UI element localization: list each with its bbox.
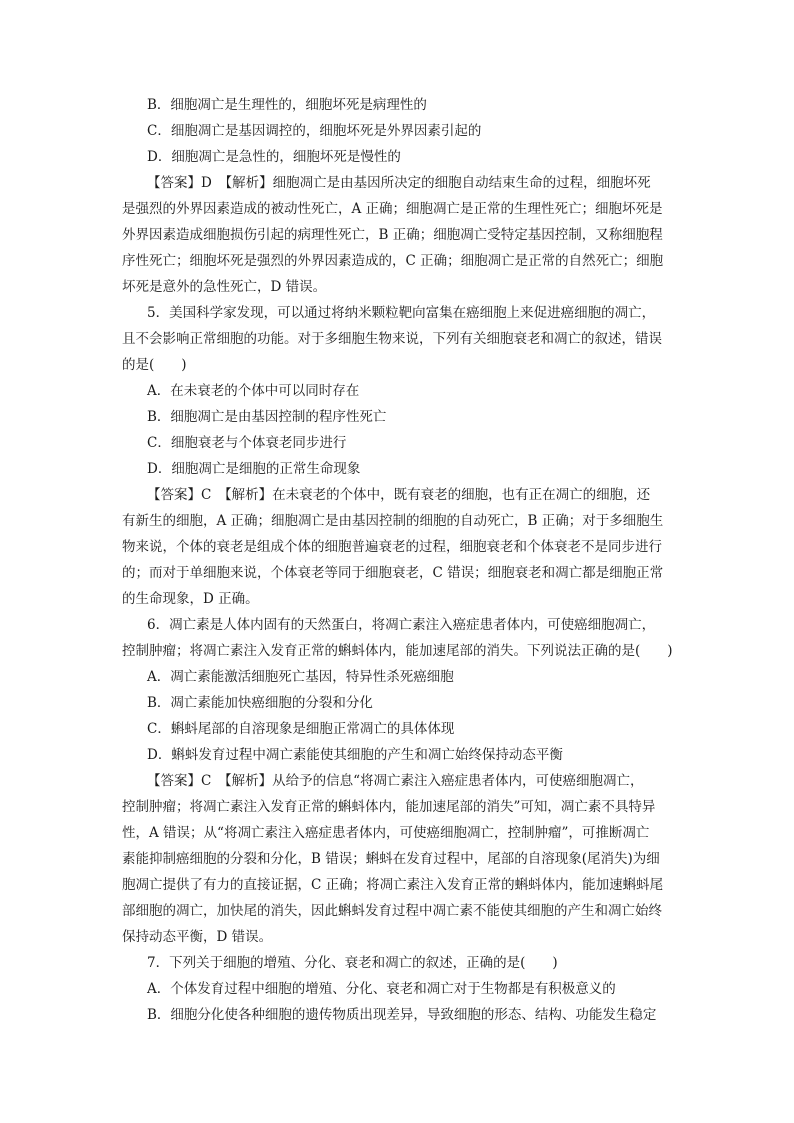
paragraph-line: 外界因素造成细胞损伤引起的病理性死亡，B 正确；细胞凋亡受特定基因控制，又称细胞程	[122, 227, 663, 243]
paragraph-line: 保持动态平衡，D 错误。	[122, 929, 273, 945]
paragraph-first-line: 5．美国科学家发现，可以通过将纳米颗粒靶向富集在癌细胞上来促进癌细胞的凋亡，	[147, 305, 656, 321]
paragraph-line: 坏死是意外的急性死亡，D 错误。	[122, 279, 327, 295]
answer-option-line: D．细胞凋亡是急性的，细胞坏死是慢性的	[147, 149, 401, 165]
paragraph-line: 性，A 错误；从“将凋亡素注入癌症患者体内，可使癌细胞凋亡，控制肿瘤”，可推断凋亡	[122, 825, 650, 841]
document-page	[122, 92, 678, 1028]
answer-option-line: B．细胞凋亡是由基因控制的程序性死亡	[147, 409, 387, 425]
paragraph-line: 的是( )	[122, 357, 187, 373]
paragraph-line: 的；而对于单细胞来说，个体衰老等同于细胞衰老，C 错误；细胞衰老和凋亡都是细胞正常	[122, 565, 664, 581]
paragraph-line: 控制肿瘤；将凋亡素注入发育正常的蝌蚪体内，能加速尾部的消失。下列说法正确的是( )	[122, 643, 673, 659]
answer-option-line: C．细胞凋亡是基因调控的，细胞坏死是外界因素引起的	[147, 123, 482, 139]
paragraph-line: 控制肿瘤；将凋亡素注入发育正常的蝌蚪体内，能加速尾部的消失”可知，凋亡素不具特异	[122, 799, 656, 815]
answer-option-line: A．凋亡素能激活细胞死亡基因，特异性杀死癌细胞	[147, 669, 454, 685]
paragraph-line: 是强烈的外界因素造成的被动性死亡，A 正确；细胞凋亡是正常的生理性死亡；细胞坏死是	[122, 201, 663, 217]
paragraph-line: 的生命现象，D 正确。	[122, 591, 259, 607]
answer-option-line: C．蝌蚪尾部的自溶现象是细胞正常凋亡的具体体现	[147, 721, 455, 737]
answer-option-line: D．蝌蚪发育过程中凋亡素能使其细胞的产生和凋亡始终保持动态平衡	[147, 747, 563, 763]
paragraph-line: 素能抑制癌细胞的分裂和分化，B 错误；蝌蚪在发育过程中，尾部的自溶现象(尾消失)为细	[122, 851, 660, 867]
answer-option-line: B．细胞凋亡是生理性的，细胞坏死是病理性的	[147, 97, 427, 113]
paragraph-first-line: 6．凋亡素是人体内固有的天然蛋白，将凋亡素注入癌症患者体内，可使癌细胞凋亡，	[147, 617, 656, 633]
answer-option-line: A．个体发育过程中细胞的增殖、分化、衰老和凋亡对于生物都是有积极意义的	[147, 981, 616, 997]
answer-option-line: D．细胞凋亡是细胞的正常生命现象	[147, 461, 361, 477]
paragraph-line: 物来说，个体的衰老是组成个体的细胞普遍衰老的过程，细胞衰老和个体衰老不是同步进行	[122, 539, 662, 555]
paragraph-line: 且不会影响正常细胞的功能。对于多细胞生物来说，下列有关细胞衰老和凋亡的叙述，错误	[122, 331, 662, 347]
paragraph-line: 序性死亡；细胞坏死是强烈的外界因素造成的，C 正确；细胞凋亡是正常的自然死亡；细胞	[122, 253, 664, 269]
paragraph-first-line: 7．下列关于细胞的增殖、分化、衰老和凋亡的叙述，正确的是( )	[147, 955, 558, 971]
answer-option-line: C．细胞衰老与个体衰老同步进行	[147, 435, 347, 451]
answer-option-line: B．细胞分化使各种细胞的遗传物质出现差异，导致细胞的形态、结构、功能发生稳定	[147, 1007, 657, 1023]
answer-option-line: B．凋亡素能加快癌细胞的分裂和分化	[147, 695, 373, 711]
answer-option-line: A．在未衰老的个体中可以同时存在	[147, 383, 360, 399]
paragraph-line: 部细胞的凋亡，加快尾的消失，因此蝌蚪发育过程中凋亡素不能使其细胞的产生和凋亡始终	[122, 903, 662, 919]
paragraph-first-line: 【答案】C 【解析】在未衰老的个体中，既有衰老的细胞，也有正在凋亡的细胞，还	[147, 487, 651, 503]
paragraph-first-line: 【答案】C 【解析】从给予的信息“将凋亡素注入癌症患者体内，可使癌细胞凋亡，	[147, 773, 644, 789]
paragraph-line: 有新生的细胞，A 正确；细胞凋亡是由基因控制的细胞的自动死亡，B 正确；对于多细胞生	[122, 513, 664, 529]
paragraph-line: 胞凋亡提供了有力的直接证据，C 正确；将凋亡素注入发育正常的蝌蚪体内，能加速蝌蚪尾	[122, 877, 664, 893]
paragraph-first-line: 【答案】D 【解析】细胞凋亡是由基因所决定的细胞自动结束生命的过程，细胞坏死	[147, 175, 651, 191]
